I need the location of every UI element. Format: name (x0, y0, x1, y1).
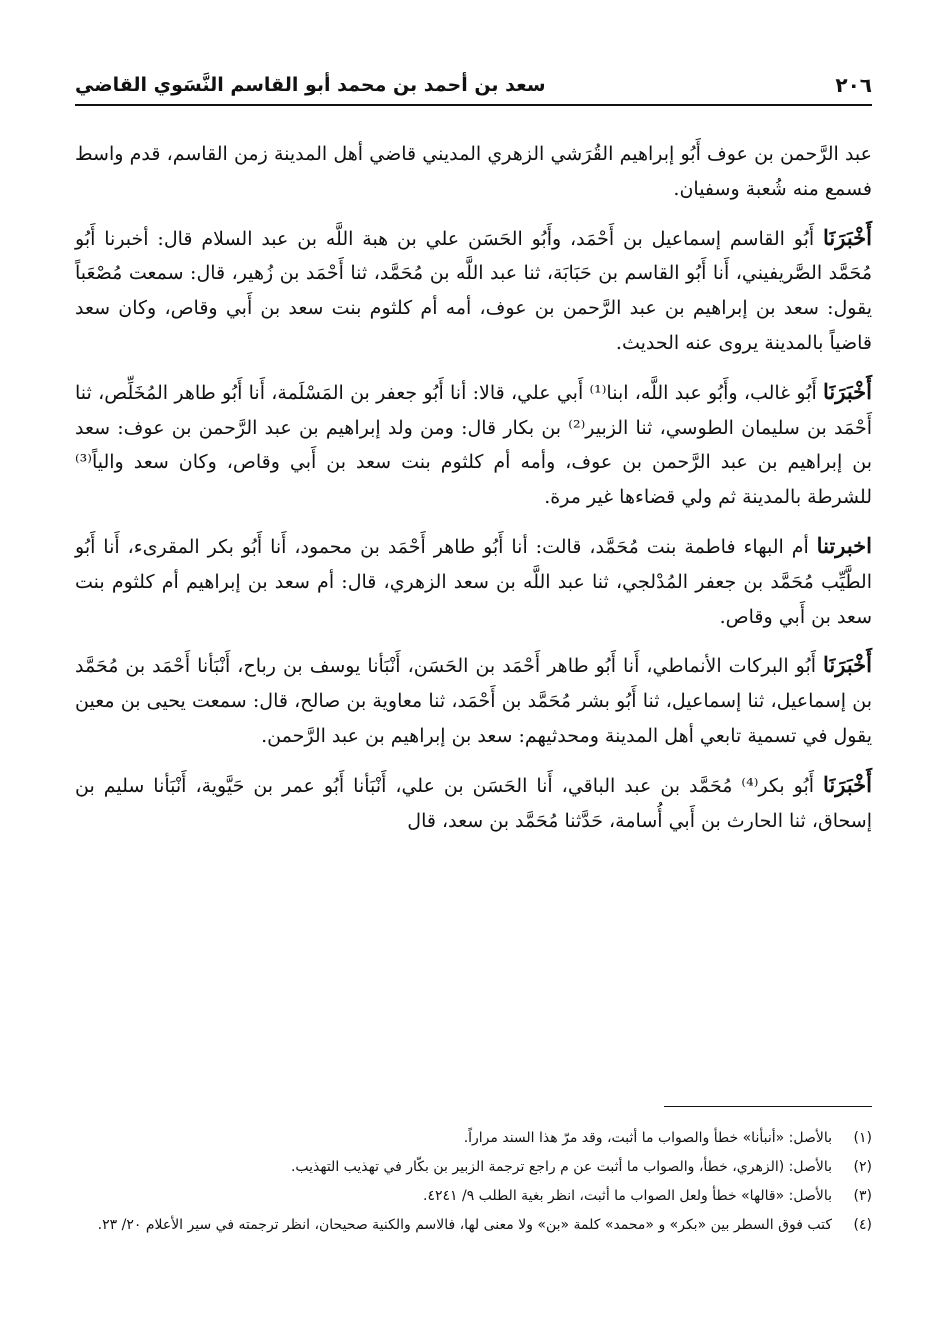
footnotes (75, 1124, 872, 1240)
paragraph-text: عبد الرَّحمن بن عوف أَبُو إبراهيم القُرَشي الزهري المديني قاضي أهل المدينة زمن القاسم، قدم واسط فسمع منه شُعبة وسفيان. (75, 143, 872, 200)
paragraph (75, 768, 872, 839)
paragraph (75, 648, 872, 753)
paragraph-text: أَبُو القاسم إسماعيل بن أَحْمَد، وأَبُو الحَسَن علي بن هبة اللَّه بن عبد السلام قال: أخبرنا أَبُو مُحَمَّد الصَّريفيني، أَنا أَبُو القاسم بن حَبَابَة، ثنا عبد اللَّه بن مُحَمَّد، ثنا أَحْمَد بن زُهير، قال: سمعت مُصْعَباً يقول: سعد بن إبراهيم بن عبد الرَّحمن بن عوف، أمه أم كلثوم بنت سعد بن أَبي وقاص، وكان سعد قاضياً بالمدينة يروى عنه الحديث. (75, 227, 872, 354)
footnote-number: (٤) (853, 1217, 872, 1233)
footnote-number: (٣) (853, 1188, 872, 1204)
footnote (75, 1124, 872, 1153)
paragraph-lead: أَخْبَرَنَا (823, 771, 872, 797)
paragraph-text: أَبُو البركات الأنماطي، أَنا أَبُو طاهر أَحْمَد بن الحَسَن، أَنْبَأنا يوسف بن رباح، أَنْبَأنا أَحْمَد بن مُحَمَّد بن إسماعيل، ثنا إسماعيل، ثنا أَبُو بشر مُحَمَّد بن أَحْمَد، ثنا معاوية بن صالح، قال: سمعت يحيى بن معين يقول في تسمية تابعي أهل المدينة ومحدثيهم: سعد بن إبراهيم بن عبد الرَّحمن. (75, 655, 872, 747)
footnote-number: (٢) (853, 1159, 872, 1175)
paragraph-lead: أَخْبَرَنَا (823, 224, 872, 250)
page-number: ٢٠٦ (835, 73, 872, 97)
paragraph (75, 529, 872, 634)
paragraph (75, 221, 872, 361)
paragraph-text: أَبُو غالب، وأَبُو عبد اللَّه، ابنا⁽¹⁾ أَبي علي، قالا: أنا أَبُو جعفر بن المَسْلَمة، أَنا أَبُو طاهر المُخَلِّص، ثنا أَحْمَد بن سليمان الطوسي، ثنا الزبير⁽²⁾ بن بكار قال: ومن ولد إبراهيم بن عبد الرَّحمن بن عوف: سعد بن إبراهيم بن عبد الرَّحمن بن عوف، وأمه أم كلثوم بنت سعد بن أَبي وقاص، وكان سعد والياً⁽³⁾ للشرطة بالمدينة ثم ولي قضاءها غير مرة. (75, 381, 872, 509)
footnote-number: (١) (853, 1130, 872, 1146)
footnote-text: بالأصل: «قالها» خطأ ولعل الصواب ما أثبت، انظر بغية الطلب ٩/ ٤٢٤١. (423, 1188, 832, 1204)
paragraph-lead: أَخْبَرَنَا (823, 652, 872, 678)
footnote (75, 1182, 872, 1211)
paragraph-text: أم البهاء فاطمة بنت مُحَمَّد، قالت: أنا أَبُو طاهر أَحْمَد بن محمود، أَنا أَبُو بكر المقرىء، أَنا أَبُو الطَّيِّب مُحَمَّد بن جعفر المُدْلجي، ثنا عبد اللَّه بن سعد الزهري، قال: أم سعد بن إبراهيم أم كلثوم بنت سعد بن أَبي وقاص. (75, 535, 872, 628)
paragraph (75, 136, 872, 207)
footnote (75, 1153, 872, 1182)
footnote (75, 1211, 872, 1240)
paragraph (75, 375, 872, 515)
running-title: سعد بن أحمد بن محمد أبو القاسم النَّسَوي القاضي (75, 74, 546, 96)
footnote-text: بالأصل: (الزهري، خطأ، والصواب ما أثبت عن م راجع ترجمة الزبير بن بكّار في تهذيب التهذيب. (290, 1159, 832, 1175)
paragraph-lead: اخبرتنا (816, 532, 872, 558)
main-text (75, 136, 872, 852)
paragraph-lead: أَخْبَرَنَا (823, 378, 872, 404)
footnote-text: كتب فوق السطر بين «بكر» و «محمد» كلمة «بن» ولا معنى لها، فالاسم والكنية صحيحان، انظر ترجمته في سير الأعلام ٢٠/ ٢٣. (97, 1217, 832, 1233)
page-header (75, 66, 872, 106)
footnote-text: بالأصل: «أنبأنا» خطأ والصواب ما أثبت، وقد مرّ هذا السند مراراً. (463, 1130, 832, 1146)
footnote-separator (664, 1106, 872, 1107)
paragraph-text: أَبُو بكر⁽⁴⁾ مُحَمَّد بن عبد الباقي، أَنا الحَسَن بن علي، أَنْبَأنا أَبُو عمر بن حَيَّوية، أَنْبَأنا سليم بن إسحاق، ثنا الحارث بن أَبي أُسامة، حَدَّثنا مُحَمَّد بن سعد، قال (75, 774, 872, 832)
